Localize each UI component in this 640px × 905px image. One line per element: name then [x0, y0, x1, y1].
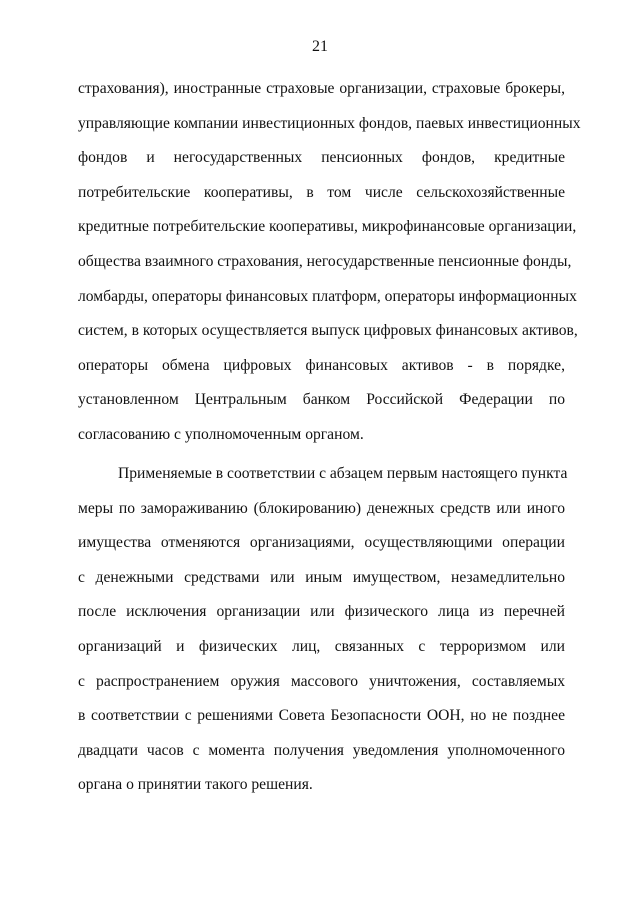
text-line: управляющие компании инвестиционных фондов, паевых инвестиционных — [78, 114, 581, 132]
paragraph-2 — [78, 461, 568, 807]
text-line: общества взаимного страхования, негосударственные пенсионные фонды, — [78, 252, 572, 270]
text-line: с денежными средствами или иным имуществом, незамедлительно — [78, 568, 565, 586]
text-line: Применяемые в соответствии с абзацем первым настоящего пункта — [118, 465, 568, 482]
text-line: двадцати часов с момента получения уведомления уполномоченного — [78, 741, 565, 759]
text-line: ломбарды, операторы финансовых платформ, операторы информационных — [78, 287, 577, 305]
text-line: потребительские кооперативы, в том числе сельскохозяйственные — [78, 183, 565, 201]
text-line: меры по замораживанию (блокированию) денежных средств или иного — [78, 499, 565, 517]
paragraph-1 — [78, 76, 581, 457]
text-line: кредитные потребительские кооперативы, микрофинансовые организации, — [78, 218, 577, 236]
text-line: фондов и негосударственных пенсионных фондов, кредитные — [78, 149, 565, 167]
text-line: органа о принятии такого решения. — [78, 776, 313, 794]
text-line: в соответствии с решениями Совета Безопасности ООН, но не позднее — [78, 707, 565, 725]
text-line: операторы обмена цифровых финансовых активов - в порядке, — [78, 356, 565, 374]
text-line: организаций и физических лиц, связанных с терроризмом или — [78, 637, 565, 655]
text-line: имущества отменяются организациями, осуществляющими операции — [78, 534, 565, 552]
text-line: страхования), иностранные страховые организации, страховые брокеры, — [78, 80, 565, 97]
text-line: установленном Центральным банком Российской Федерации по — [78, 391, 565, 409]
text-line: после исключения организации или физического лица из перечней — [78, 603, 565, 621]
page-number: 21 — [312, 38, 328, 55]
text-line: с распространением оружия массового уничтожения, составляемых — [78, 672, 565, 690]
text-line: согласованию с уполномоченным органом. — [78, 425, 364, 443]
text-line: систем, в которых осуществляется выпуск цифровых финансовых активов, — [78, 322, 578, 340]
